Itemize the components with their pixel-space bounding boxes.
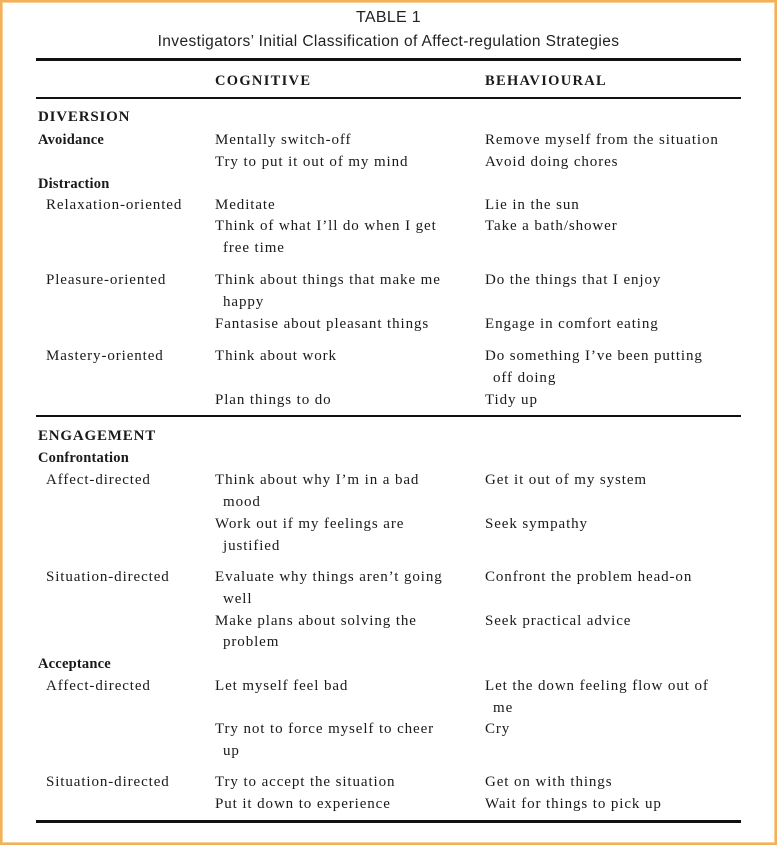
cognitive-cell: Think about work <box>215 348 337 364</box>
table-caption: Investigators’ Initial Classification of Affect-regulation Strategies <box>157 33 620 50</box>
behavioural-cell-continuation: off doing <box>493 370 557 386</box>
cognitive-cell: Mentally switch-off <box>215 132 352 148</box>
subsection-avoidance: Avoidance <box>38 132 104 148</box>
header-cognitive: COGNITIVE <box>215 73 312 89</box>
cognitive-cell: Let myself feel bad <box>215 678 349 694</box>
cognitive-cell: Make plans about solving the <box>215 613 417 629</box>
behavioural-cell: Cry <box>485 721 511 737</box>
cognitive-cell: Try to accept the situation <box>215 774 396 790</box>
cognitive-cell-continuation: well <box>223 591 253 607</box>
cognitive-cell: Evaluate why things aren’t going <box>215 569 443 585</box>
section-diversion: DIVERSION <box>38 109 131 125</box>
subsection-acceptance: Acceptance <box>38 656 111 672</box>
category-affect-directed: Affect-directed <box>46 678 151 694</box>
behavioural-cell: Seek practical advice <box>485 613 632 629</box>
behavioural-cell: Confront the problem head-on <box>485 569 693 585</box>
top-rule <box>36 58 741 61</box>
bottom-rule <box>36 820 741 823</box>
cognitive-cell-continuation: mood <box>223 494 261 510</box>
cognitive-cell: Think of what I’ll do when I get <box>215 218 437 234</box>
cognitive-cell: Plan things to do <box>215 392 332 408</box>
cognitive-cell: Think about why I’m in a bad <box>215 472 420 488</box>
cognitive-cell-continuation: problem <box>223 634 280 650</box>
behavioural-cell: Let the down feeling flow out of <box>485 678 709 694</box>
category-relaxation-oriented: Relaxation-oriented <box>46 197 183 213</box>
category-situation-directed: Situation-directed <box>46 569 170 585</box>
category-situation-directed: Situation-directed <box>46 774 170 790</box>
cognitive-cell-continuation: free time <box>223 240 285 256</box>
behavioural-cell-continuation: me <box>493 700 514 716</box>
category-affect-directed: Affect-directed <box>46 472 151 488</box>
cognitive-cell: Work out if my feelings are <box>215 516 405 532</box>
cognitive-cell-continuation: up <box>223 743 240 759</box>
behavioural-cell: Tidy up <box>485 392 538 408</box>
subsection-distraction: Distraction <box>38 176 110 192</box>
header-behavioural: BEHAVIOURAL <box>485 73 608 89</box>
cognitive-cell: Try not to force myself to cheer <box>215 721 435 737</box>
cognitive-cell: Put it down to experience <box>215 796 391 812</box>
table-title: TABLE 1 <box>356 9 421 26</box>
cognitive-cell-continuation: justified <box>223 538 281 554</box>
cognitive-cell: Fantasise about pleasant things <box>215 316 430 332</box>
behavioural-cell: Engage in comfort eating <box>485 316 659 332</box>
subsection-confrontation: Confrontation <box>38 450 129 466</box>
behavioural-cell: Do something I’ve been putting <box>485 348 703 364</box>
behavioural-cell: Remove myself from the situation <box>485 132 719 148</box>
category-mastery-oriented: Mastery-oriented <box>46 348 164 364</box>
behavioural-cell: Wait for things to pick up <box>485 796 662 812</box>
cognitive-cell-continuation: happy <box>223 294 265 310</box>
behavioural-cell: Avoid doing chores <box>485 154 619 170</box>
header-rule <box>36 97 741 99</box>
behavioural-cell: Get on with things <box>485 774 613 790</box>
cognitive-cell: Think about things that make me <box>215 272 441 288</box>
category-pleasure-oriented: Pleasure-oriented <box>46 272 167 288</box>
behavioural-cell: Take a bath/shower <box>485 218 618 234</box>
behavioural-cell: Lie in the sun <box>485 197 580 213</box>
behavioural-cell: Do the things that I enjoy <box>485 272 662 288</box>
cognitive-cell: Try to put it out of my mind <box>215 154 409 170</box>
cognitive-cell: Meditate <box>215 197 276 213</box>
behavioural-cell: Seek sympathy <box>485 516 588 532</box>
section-engagement: ENGAGEMENT <box>38 428 157 444</box>
behavioural-cell: Get it out of my system <box>485 472 647 488</box>
section-rule <box>36 415 741 417</box>
